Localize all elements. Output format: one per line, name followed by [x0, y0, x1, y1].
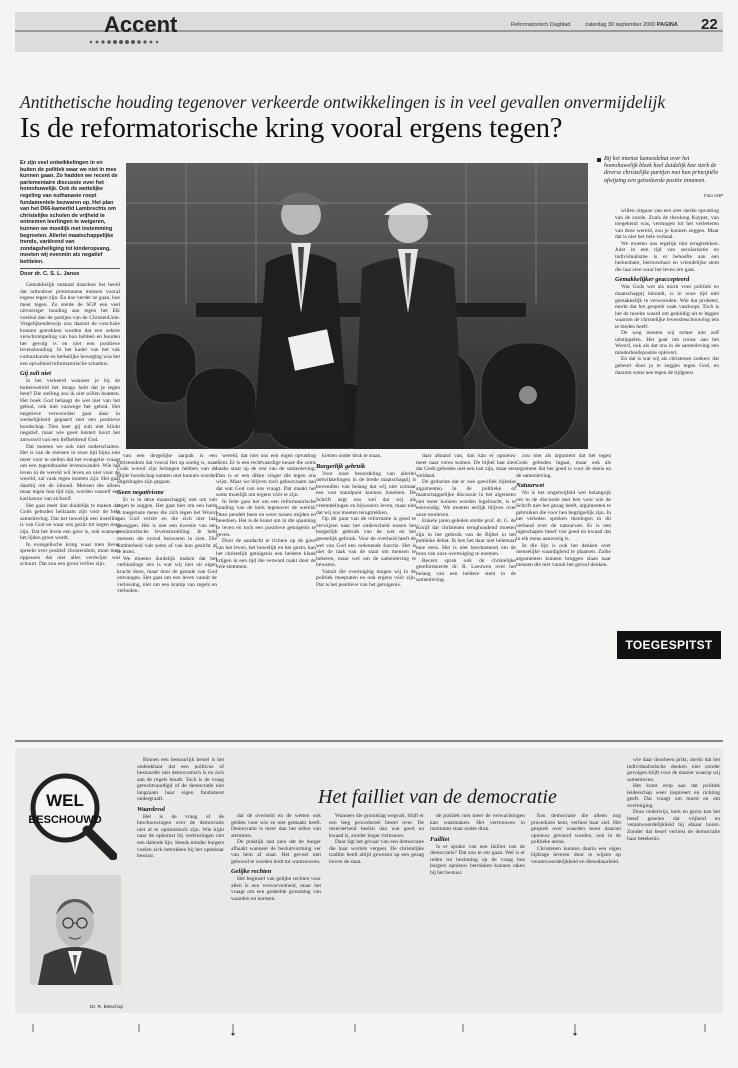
paragraph: zou niet als argument dat het tegen Gods geboden ingaat, maar ook als argument dat het goed is voor de mens en de samenleving. — [516, 453, 611, 479]
magnifier-badge-icon — [25, 768, 117, 860]
section-logo: Accent — [104, 12, 178, 37]
column-piece-title: Het failliet van de democratie — [318, 786, 557, 808]
badge-line-2: BESCHOUWD — [28, 814, 102, 826]
paragraph: Een democratie die alleen nog procedures kent, verliest haar ziel. Het gesprek over waarden moet daarom opnieuw gevoerd worden, ook in de politieke arena. — [531, 813, 621, 846]
paragraph: De praktijk laat zien dat de burger afhaakt wanneer de besluitvorming ver van hem af staat. Het gevoel niet gehoord te worden leidt tot wantrouwen. — [231, 839, 321, 865]
print-registration-marks — [15, 1020, 723, 1040]
paragraph: In die lijn is ook het denken over menselijke waardigheid te plaatsen. Zulke argumenten kunnen bruggen slaan naar mensen die niet vanuit het geloof denken. — [516, 542, 611, 569]
article-column — [316, 453, 416, 728]
paragraph: In feite gaat het om een reformatorische houding van de kerk tegenover de wereld. Deze pendelt heen en weer tussen mijden en meedoen. Het is de kunst om in die spanning te leven en toch een positieve getuigenis te geven. — [216, 498, 316, 538]
paragraph: wereld, dat niet ons een eigen opvatting dient. Er is een rechtvaardige keuze die soms haaks staat op de rest van de samenleving. Dan is er een dikke vinger die tegen ons wijst. Maar we blijven toch gehoorzaam aan dat wat God van ons vraagt. Dat maakt het soms moeilijk om ergens vóór te zijn. — [216, 453, 316, 499]
section-divider — [15, 740, 723, 742]
author-portrait-illustration — [30, 875, 121, 985]
paragraph: Is het verkeerd wanneer je bij de buitenwereld het imago hebt dat je tegen bent? Die stelling zou ik niet willen beamen. Het boek God behaagt de wet niet van het gebod, ook niet vanwege het gebod. Het negatieve verwoorden gaat daar in werkelijkheid gepaard met een positieve boodschap. Tien keer gij zult niet klinkt negatief, maar wie goed luistert hoort het antwoord van een liefhebbend God. — [20, 378, 120, 444]
column-piece-column — [531, 813, 621, 1012]
quote-marker — [597, 158, 601, 162]
article-column — [615, 208, 719, 616]
paragraph: De weg moeten wij echter niet zelf uitstippelen. Het gaat om trouw aan het Woord, ook als dat ons in de samenleving een minderheidspositie oplevert. — [615, 330, 719, 356]
paragraph: daar afstand van, dan kan er opnieuw meer naar voren komen. De bijbel laat zien dat Gods geboden niet een last zijn, maar een weldaad. — [416, 453, 516, 479]
section-logo-dots — [88, 36, 172, 48]
subheading: Gelijke rechten — [231, 868, 272, 876]
paragraph: Door onderwijs, kerk en gezin kan het besef groeien dat vrijheid en verantwoordelijkheid bij elkaar horen. Zonder dat besef verliest de democratie haar betekenis. — [627, 809, 720, 842]
byline-rule — [20, 268, 120, 269]
subheading: Gemakkelijker geaccepteerd — [615, 276, 690, 284]
paragraph: Nu is het ongetwijfeld wel belangrijk om in de discussie met hen voor wie de Schrift niet het gezag heeft, argumenten te gebruiken die voor hen begrijpelijk zijn. In het verleden spreken theologen in dit verband over de natuurwet. Er is een ingeschapen besef van goed en kwaad dat in elk mens aanwezig is. — [516, 490, 611, 543]
paragraph: Vanuit die overtuiging mogen wij in de politiek meepraten en ook ergens vóór zijn. Dat is het positieve van het getuigenis. — [316, 568, 416, 588]
paragraph: Christenen kunnen daarin een eigen bijdrage leveren door te wijzen op verantwoordelijkheid en dienstbaarheid. — [531, 845, 621, 865]
paragraph: En dat is wat wij als christenen zoeken: dat gebeurt door ja te zeggen tegen God, en daarom soms nee tegen de tijdgeest. — [615, 356, 719, 376]
column-piece-column — [627, 757, 720, 1012]
paragraph: De gedachte dat er ook specifiek bijbelse argumenten in de politieke of maatschappelijke discussie in het algemeen niet meer kunnen worden ingebracht, is te eenvoudig. We moeten eerlijk blijven over onze motieven. — [416, 479, 516, 518]
paragraph: Dat moeten we ook niet onderschatten. Het is van de mensen in onze tijd bijna niet meer voor te stellen dat het evangelie vraagt om een tegendraadse levenswandel. Wie het leven in de wereld wil leven en niet voor de wereld, zal vaak tegen moeten zijn. Het gaat daarbij om de inhoud. Mensen die alleen maar tegen hun tijd zijn, worden vanzelf een karikatuur van zichzelf. — [20, 443, 120, 502]
newspaper-name: Reformatorisch Dagblad — [511, 22, 571, 28]
paragraph: Binnen een bestuurlijk bestel is het ondenkbaar dat een politicus of bestuurder niet democratisch is en zich aan de regels houdt. Toch is de vraag gerechtvaardigd of de democratie niet langzaam haar eigen fundament ondergraaft. — [137, 757, 224, 803]
article-column — [216, 453, 316, 728]
article-byline: Door dr. C. S. L. Janse — [20, 271, 80, 277]
paragraph: Op dit punt van de reformatie is goed te verwijzen naar het onderscheid tussen het burgerlijk gebruik van de wet en het geestelijk gebruik. Voor de overheid heeft de wet van God een ordenende functie. Het is niet de taak van de staat om mensen te bekeren, maar wel om de samenleving te bewaren. — [316, 516, 416, 569]
subheading: Natuurwet — [516, 482, 545, 490]
paragraph: Het is de vraag of de beschouwingen over de democratie niet al te optimistisch zijn. Wie kijkt naar de opkomst bij verkiezingen ziet een dalende lijn. Steeds minder burgers voelen zich betrokken bij het openbaar bestuur. — [137, 813, 224, 860]
pull-quote: Bij het intense kameedebat over het homohuwelijk bleek heel duidelijk hoe sterk de diverse christelijke partijen met hun principiële afwijzing een geïsoleerde positie innamen. — [604, 156, 719, 184]
article-column — [117, 453, 217, 728]
paragraph: We moeten ons tegelijk niet terugtrekken. Juist in een tijd van secularisatie en individualisme is er behoefte aan een herkenbare, betrouwbare en vriendelijke stem die laat zien waar het leven om gaat. — [615, 240, 719, 273]
paragraph: Het gaat meer dan duidelijk te maken dat Gods geboden heilzaam zijn voor de hele samenleving. Dat het huwelijk een instelling is van God en waar ons gezin tot zegen mag zijn. Dat het leven een gave is, ook wanneer het lijden groot wordt. — [20, 502, 120, 542]
paragraph: Wat Gods wet als norm voor politiek en maatschappij inhoudt, is in onze tijd niet gemakkelijk te verwoorden. Wie dat probeert, merkt dat het gesprek vaak vastloopt. Toch is het de moeite waard om geduldig uit te leggen waarom de christelijke levensbeschouwing iets te bieden heeft. — [615, 284, 719, 330]
paragraph: willen uitgaan van een zeer sterke opvatting van de zonde. Zoals de theoloog Kuyper, van toegekend was, vermogen tot het verbeteren van deze wereld, zou je kunnen zeggen. Maar dat is niet het hele verhaal. — [615, 208, 719, 241]
article-column — [516, 453, 611, 728]
photo-credit: Foto ANP — [704, 193, 724, 198]
article-column — [20, 282, 120, 728]
paragraph: Daar ligt het gevaar van een democratie die haar wortels vergeet. De christelijke traditie heeft altijd gewezen op een gezag boven de staat. — [329, 839, 424, 865]
subheading: Waardevol — [137, 805, 165, 813]
paragraph: Door de aandacht te richten op de gave van het leven, het huwelijk en het gezin, kan het christelijk getuigenis een heldere klank krijgen in een tijd die verward raakt door de vele stemmen. — [216, 538, 316, 571]
subheading: Failliet — [430, 835, 450, 843]
subheading: Geen negativisme — [117, 488, 164, 496]
article-intro: Er zijn veel ontwikkelingen in en buiten de politiek waar we niet in mee kunnen gaan. Zo hadden we recent de parlementaire discussie over het homohuwelijk. Ook de wettelijke regeling van euthanasie roept fundamentele bezwaren op. Het plan van het D66-kamerlid Lambrechts om christelijke scholen de vrijheid te ontnemen leerlingen te weigeren, kunnen we moeilijk met instemming begroeten. Allerlei maatschappelijke trends, variërend van zondagsheiliging tot kinderopvang, moeten wij evenmin als negatief betitelen. — [20, 160, 118, 265]
paragraph: van een dergelijke aanpak is een christendom dat vooral fiet op zoetig is, naar Gods woord zijn belangen hebben van de blijde boodschap nalaten niet kunnen worden uitgedragen zijn gegaan. — [117, 453, 217, 486]
paragraph: Wanneer die grondslag wegvalt, blijft er een leeg procedureel bestel over. De meerderheid beslist dan wat goed en kwaad is, zonder hoger richtsnoer. — [329, 813, 424, 839]
toegespitst-logo: TOEGESPITST — [617, 631, 721, 659]
issue-date — [585, 22, 678, 28]
paragraph: We moeten duidelijk maken dat het verbindinge iets is wat wij niet uit eigen kracht doen, maar door de genade van God ontvangen. Het gaat om een leven vanuit de verlossing, niet om een kramp van regels en verboden. — [117, 555, 217, 595]
author-caption: Dr. R. Bisschop — [90, 1005, 124, 1010]
paragraph: Recent sprak ook de christelijke gereformeerde dr. R. Leeuwen over het belang van een heldere stem in de samenleving. — [416, 557, 516, 584]
column-piece-column — [329, 813, 424, 1012]
page-label: PAGINA — [656, 22, 678, 28]
paragraph: Enkele jaren geleden stelde prof. dr. G. de Kruijf dat christenen terughoudend moeten zijn in het gebruik van de Bijbel in het publieke debat. Ik ben het daar niet helemaal mee eens. Het is niet beschamend om de bron van onze overtuiging te noemen. — [416, 518, 516, 558]
article-headline: Is de reformatorische kring vooral ergens tegen? — [20, 113, 563, 144]
paragraph: komen onder druk te staan. — [322, 453, 382, 459]
subheading: Burgerlijk gebruik — [316, 462, 366, 470]
paragraph: de politiek niet meer de verwachtingen kan waarmaken. Het vertrouwen in instituties staat onder druk. — [430, 813, 525, 833]
subheading: Gij zult niet — [20, 370, 51, 378]
column-piece-column — [137, 757, 224, 1012]
article-column — [416, 453, 516, 728]
article-photo — [126, 163, 588, 449]
column-piece-column — [231, 813, 321, 1012]
paragraph: Gemakkelijk ontstaat daardoor het beeld dat orthodoxe protestantse mensen vooral ergens tegen zijn. En hoe verder ze gaan, hoe meer tegen. Zo stelde de SGP een veel uitvoeriger houding aan tegen het EK voetbal dan de partijen van de ChristenUnie. Vergelijkenderwijs zou daaruit de conclusie kunnen getrokken worden dat een zekere verschrompeling van hun hebben en houden het gevolg is en niet een positieve levenshouding. In het kader van het vak cultuurkunde en kerkelijke beweging was het een opvallend reformatorische schaduw. — [20, 282, 120, 367]
paragraph: Er is in deze maatschappij niet om van tegen te zeggen. Het gaat hier om een harte is toegeruste mens die zich tegen het Woord van God verzet en die zich niet laat gezeggen. Het is niet een kwestie van een pessimistische levensinstelling. Je hebt mensen die overal bezwaren in zien. Die somberheid valt soms af van hun gezicht af te lezen. — [117, 496, 217, 556]
article-kicker: Antithetische houding tegenover verkeerde ontwikkelingen is in veel gevallen onvermijdelijk — [20, 92, 666, 112]
paragraph: dat de overheid en de wetten ook gelden voor wie ze niet gemaakt heeft. Democratie is meer dan het tellen van stemmen. — [231, 813, 321, 839]
issue-date-text: zaterdag 30 september 2000 — [585, 22, 656, 28]
author-portrait — [30, 875, 121, 985]
parliament-photo-illustration — [126, 163, 588, 449]
paragraph: Het beginsel van gelijke rechten voor allen is een verworvenheid, maar het vraagt om een gedeelde grondslag van waarden en normen. — [231, 876, 321, 903]
badge-line-1: WEL — [46, 791, 84, 810]
paragraph: wie daar doorheen prikt, merkt dat het individualistische denken niet zonder gevolgen blijft voor de manier waarop wij samenleven. — [627, 757, 720, 783]
paragraph: In evangelische kring waar men liever spreekt over positief christendom, moet men oppassen dat niet alles verdwijnt wat schuurt. Dat zou een groot verlies zijn. — [20, 541, 120, 568]
paragraph: Is er sprake van een failliet van de democratie? Dat zou te ver gaan. Wel is er reden tot bezinning op de vraag hoe burgers opnieuw betrokken kunnen raken bij het bestuur. — [430, 843, 525, 876]
paragraph: Het komt erop aan dat politiek leiderschap weer inspireert en richting geeft. Dat vraagt om moed en om overtuiging. — [627, 783, 720, 809]
column-piece-column — [430, 813, 525, 1012]
page-number: 22 — [701, 16, 718, 33]
paragraph: Voor onze beoordeling van allerlei ontwikkelingen in de brede maatschappij is bovendien van belang dat wij niet zomaar een vast standpunt kunnen innemen. De Schrift zegt ons wel dat wij als vreemdelingen en bijwoners leven, maar niet dat wij ons moeten terugtrekken. — [316, 470, 416, 516]
